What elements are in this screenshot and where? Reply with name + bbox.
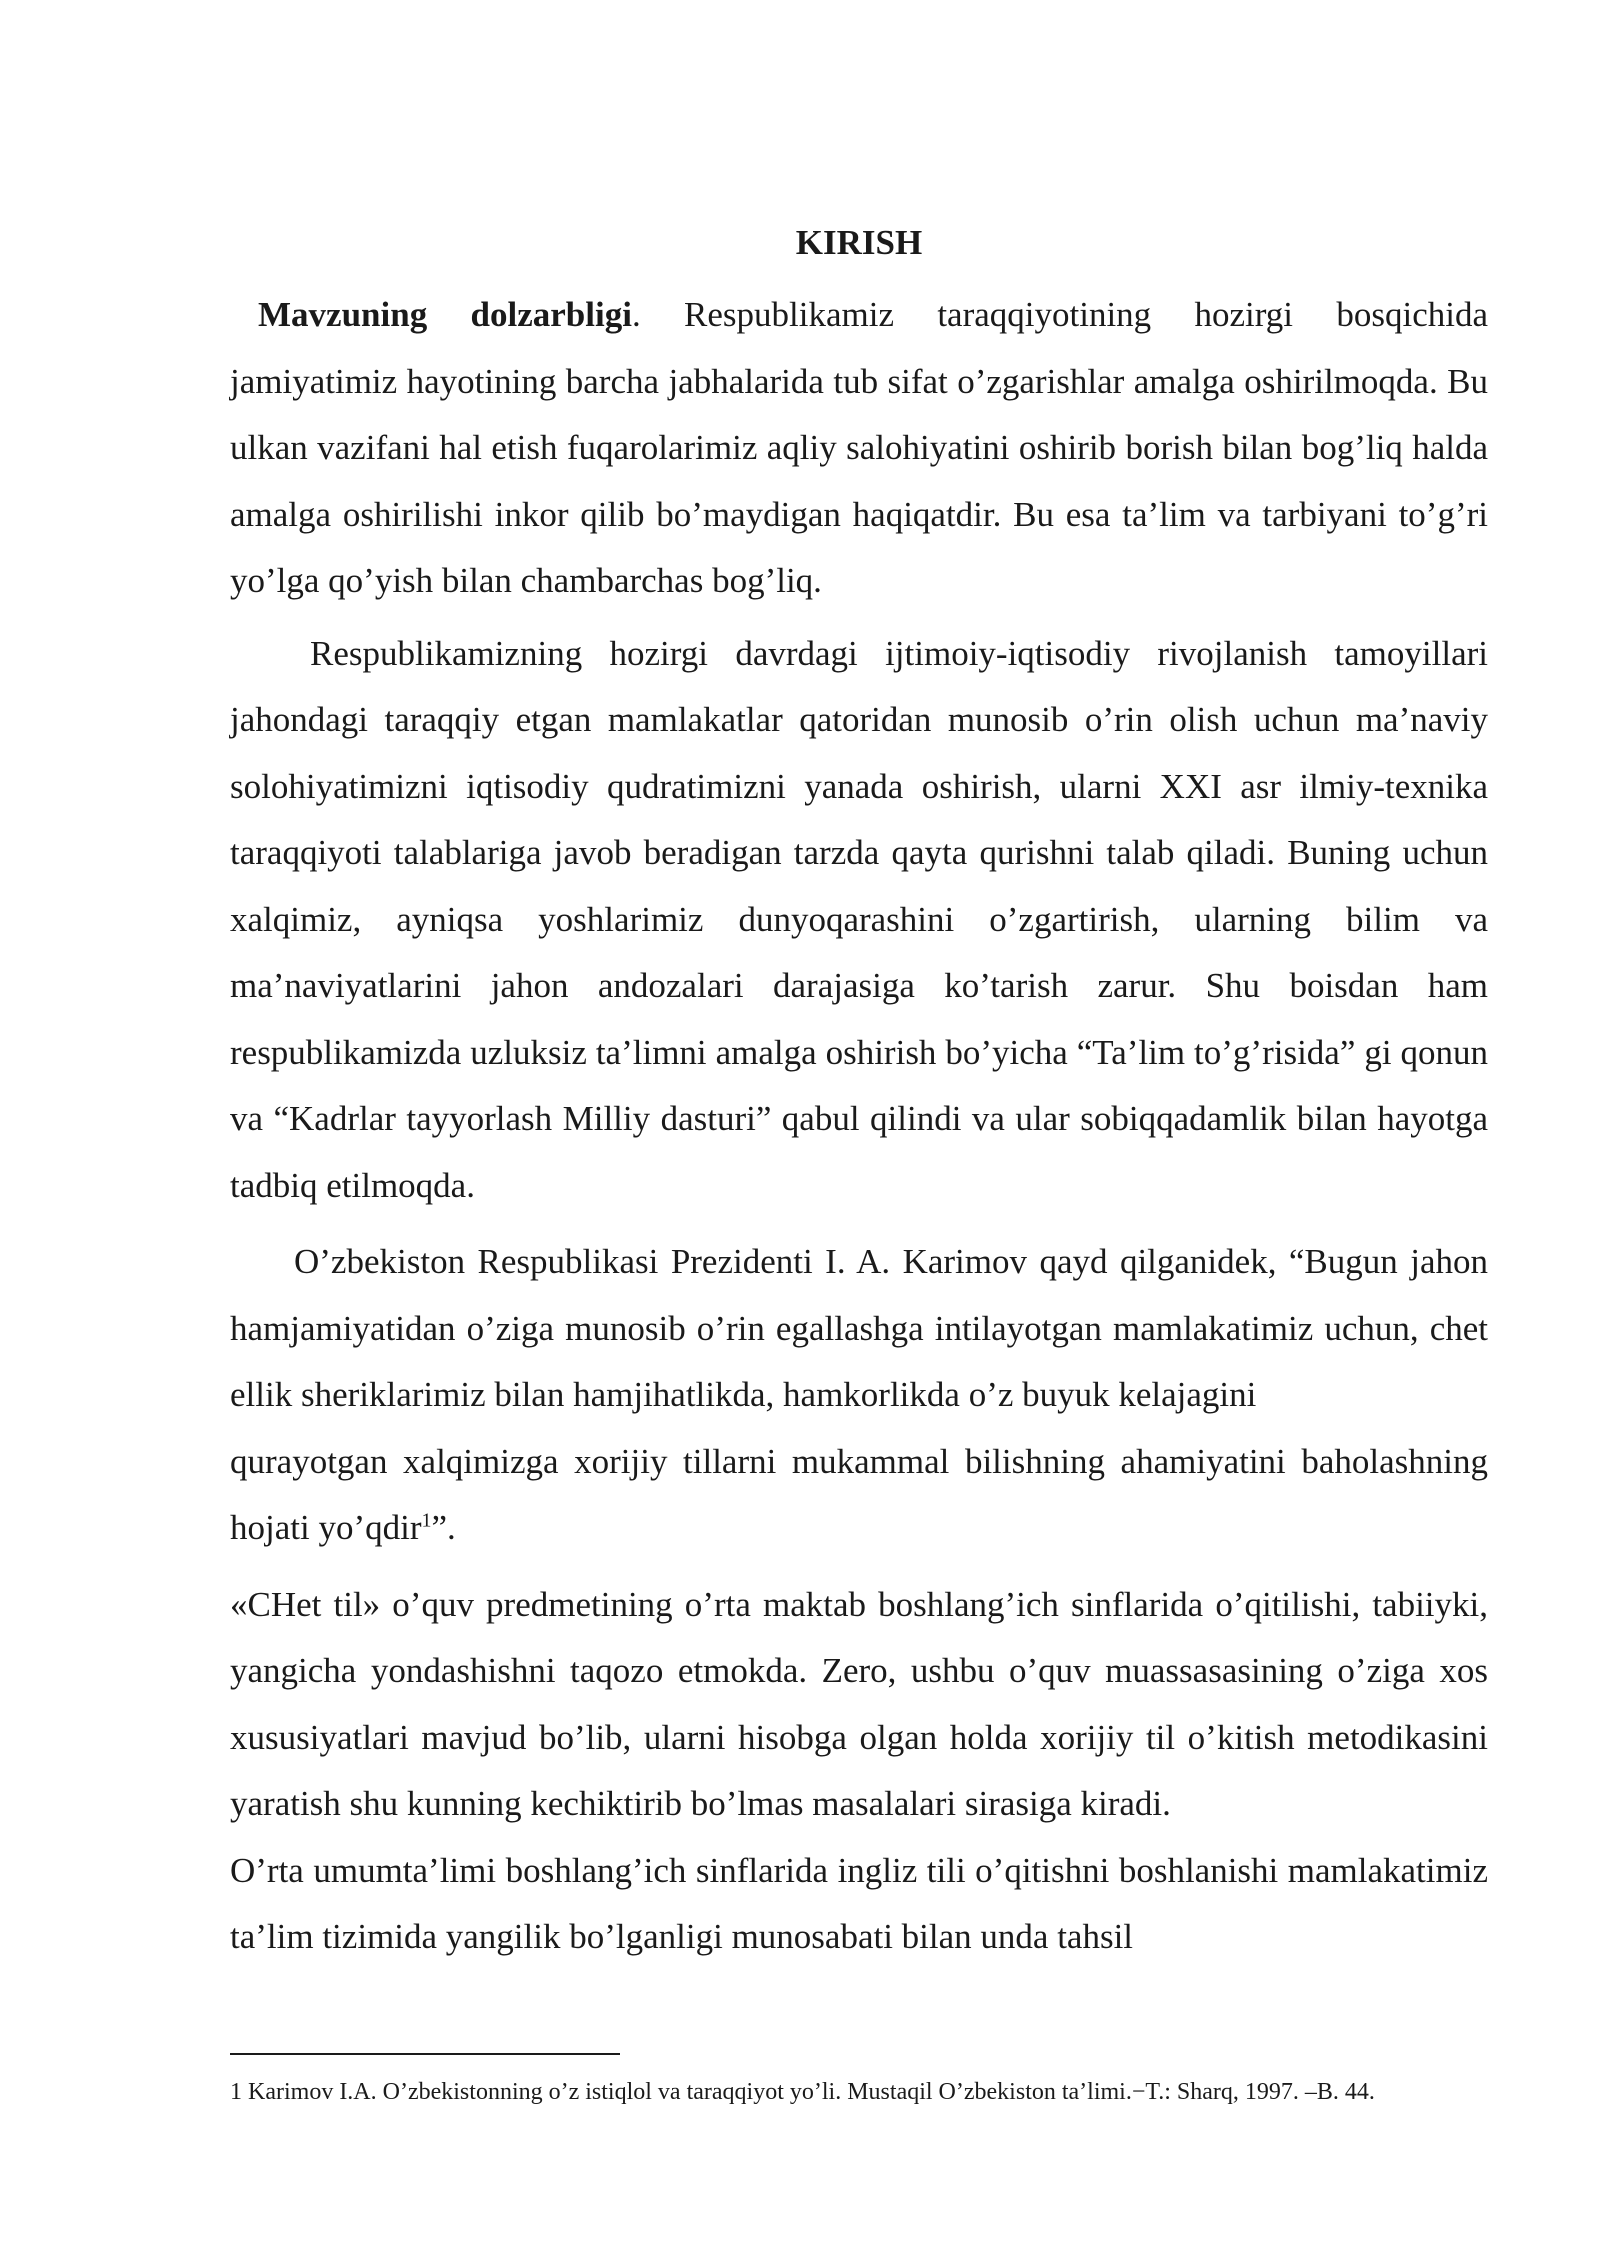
footnote-text: 1 Karimov I.A. O’zbekistonning o’z istiqlol va taraqqiyot yo’li. Mustaqil O’zbekiston ta’limi.−T.: Sharq, 1997. –B. 44. [230,2079,1375,2105]
paragraph-quote-end [230,1429,1488,1562]
paragraph-lead: Mavzuning dolzarbligi [258,295,632,334]
footnote-reference[interactable]: 1 [421,1509,432,1532]
page-title: KIRISH [795,223,923,262]
paragraph-foreign-language: «CHet til» o’quv predmetining o’rta maktab boshlang’ich sinflarida o’qitilishi, tabiiyki, yangicha yondashishni taqozo etmokda. Zero, ushbu o’quv muassasasining o’ziga xos xususiyatlari mavjud bo’lib, ularni hisobga olgan holda xorijiy til o’kitish metodikasini yaratish shu kunning kechiktirib bo’lmas masalalari sirasiga kiradi. [230,1584,1488,1823]
paragraph-principles: Respublikamizning hozirgi davrdagi ijtimoiy-iqtisodiy rivojlanish tamoyillari jahondagi taraqqiy etgan mamlakatlar qatoridan munosib o’rin olish uchun ma’naviy solohiyatimizni iqtisodiy qudratimizni yanada oshirish, ularni XXI asr ilmiy-texnika taraqqiyoti talablariga javob beradigan tarzda qayta qurishni talab qiladi. Buning uchun xalqimiz, ayniqsa yoshlarimiz dunyoqarashini o’zgartirish, ularning bilim va ma’naviyatlarini jahon andozalari darajasiga ko’tarish zarur. Shu boisdan ham respublikamizda uzluksiz ta’limni amalga oshirish bo’yicha “Ta’lim to’g’risida” gi qonun va “Kadrlar tayyorlash Milliy dasturi” qabul qilindi va ular sobiqqadamlik bilan hayotga tadbiq etilmoqda. [230,633,1488,1205]
paragraph-text: . Respublikamiz taraqqiyotining hozirgi bosqichida jamiyatimiz hayotining barcha jabhalarida tub sifat o’zgarishlar amalga oshirilmoqda. Bu ulkan vazifani hal etish fuqarolarimiz aqliy salohiyatini oshirib borish bilan bog’liq halda amalga oshirilishi inkor qilib bo’maydigan haqiqatdir. Bu esa ta’lim va tarbiyani to’g’ri yo’lga qo’yish bilan chambarchas bog’liq. [230,295,1488,600]
body-text [230,282,1488,1971]
quote-text: qurayotgan xalqimizga xorijiy tillarni mukammal bilishning ahamiyatini baholashning hojati yo’qdir [230,1441,1488,1547]
paragraph-quote-start: O’zbekiston Respublikasi Prezidenti I. A. Karimov qayd qilganidek, “Bugun jahon hamjamiyatidan o’ziga munosib o’rin egallashga intilayotgan mamlakatimiz uchun, chet ellik sheriklarimiz bilan hamjihatlikda, hamkorlikda o’z buyuk kelajagini [230,1242,1488,1414]
quote-closing: ”. [431,1508,456,1547]
footnote-separator [230,2053,620,2055]
paragraph-relevance [230,282,1488,615]
paragraph-english-teaching: O’rta umumta’limi boshlang’ich sinflarida ingliz tili o’qitishni boshlanishi mamlakatimiz ta’lim tizimida yangilik bo’lganligi munosabati bilan unda tahsil [230,1850,1488,1956]
document-page [230,0,1488,2262]
